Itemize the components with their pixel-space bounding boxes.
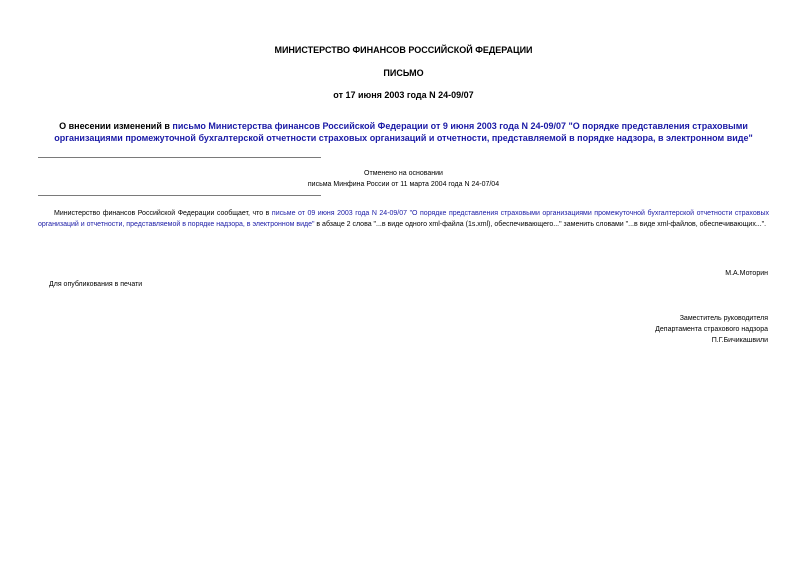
publish-note: Для опубликования в печати: [49, 281, 143, 288]
deputy-position: Заместитель руководителя: [679, 315, 768, 322]
body-paragraph: [38, 208, 769, 230]
cancellation-line-2: письма Минфина России от 11 марта 2004 года N 24-07/04: [307, 181, 500, 188]
document-subject: [40, 120, 767, 144]
divider-bottom: [38, 195, 321, 196]
document-date: от 17 июня 2003 года N 24-09/07: [333, 90, 474, 100]
subject-link[interactable]: письмо Министерства финансов Российской Федерации от 9 июня 2003 года N 24-09/07 "О порядке представления страховыми организациями промежуточной бухгалтерской отчетности страховых организаций и отчетности, представляемой в порядке надзора, в электронном виде": [54, 121, 753, 143]
signature: М.А.Моторин: [725, 270, 768, 277]
ministry-title: МИНИСТЕРСТВО ФИНАНСОВ РОССИЙСКОЙ ФЕДЕРАЦИИ: [274, 45, 533, 55]
body-link[interactable]: письме от 09 июня 2003 года N 24-09/07 "О порядке представления страховыми организациями промежуточной бухгалтерской отчетности страховых организаций и отчетности, представляемой в порядке надзора, в электронном виде": [38, 210, 769, 228]
cancellation-line-1: Отменено на основании: [364, 170, 443, 177]
divider-top: [38, 157, 321, 158]
deputy-department: Департамента страхового надзора: [655, 326, 768, 333]
deputy-block: [655, 313, 768, 346]
body-prefix: Министерство финансов Российской Федерации сообщает, что в: [54, 210, 272, 217]
body-suffix: в абзаце 2 слова "...в виде одного xml-файла (1s.xml), обеспечивающего..." заменить словами "...в виде xml-файлов, обеспечивающих...".: [314, 221, 767, 228]
deputy-name: П.Г.Бичикашвили: [711, 337, 768, 344]
subject-prefix: О внесении изменений в: [59, 121, 173, 131]
document-type: ПИСЬМО: [383, 68, 424, 78]
